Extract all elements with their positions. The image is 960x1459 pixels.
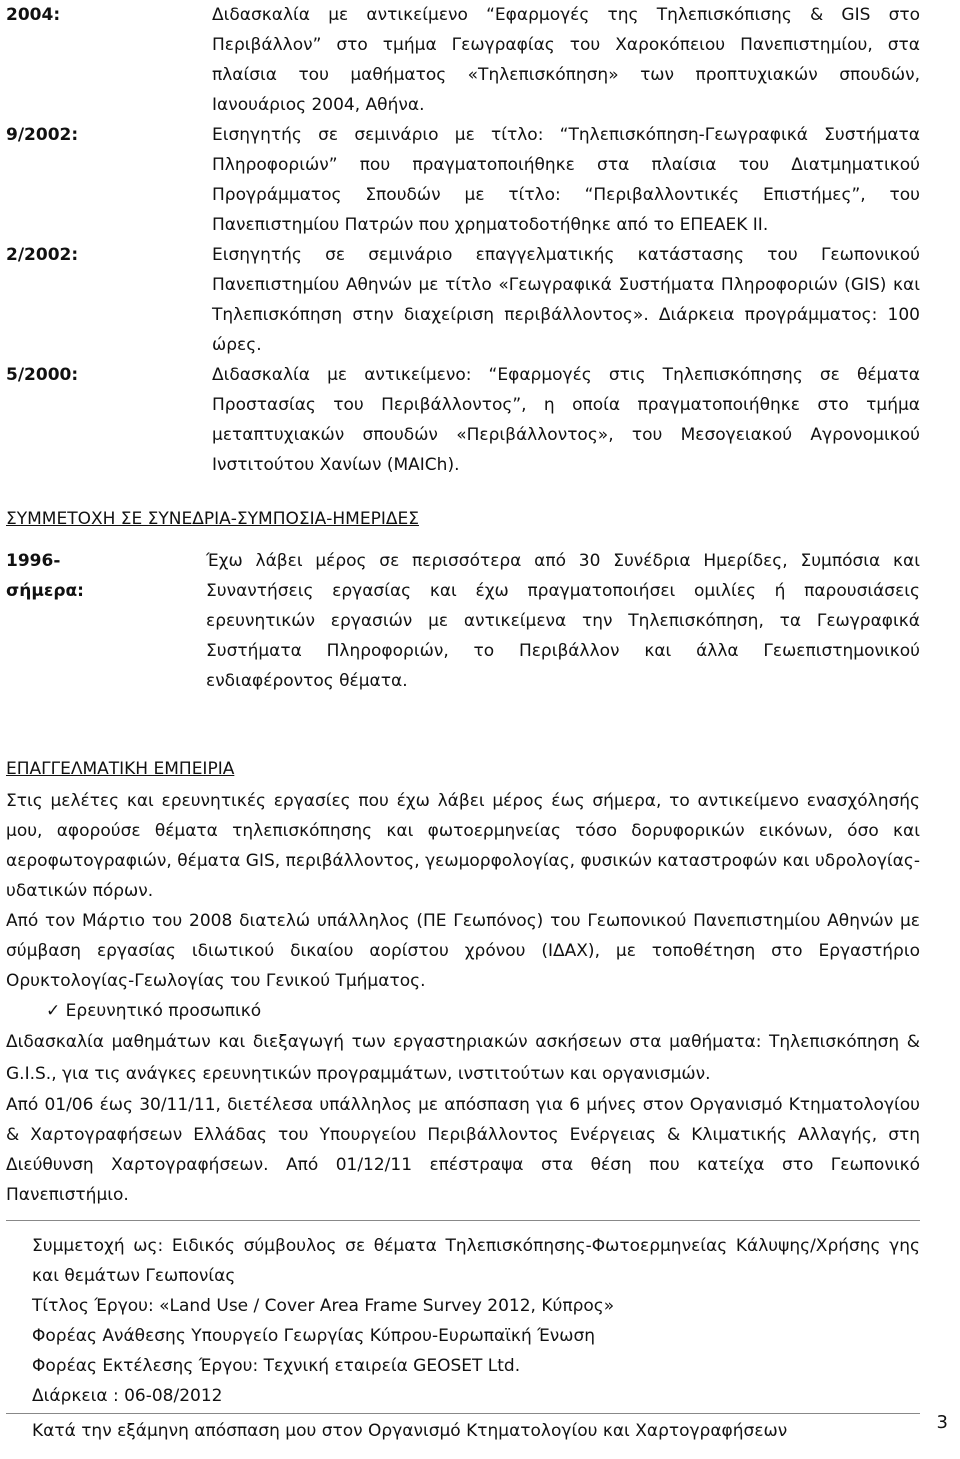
- entry-text: Εισηγητής σε σεμινάριο επαγγελματικής κατάστασης του Γεωπονικού Πανεπιστημίου Αθηνών με τίτλο «Γεωγραφικά Συστήματα Πληροφοριών (GIS) και Τηλεπισκόπηση στην διαχείριση περιβάλλοντος». Διάρκεια προγράμματος: 100 ώρες.: [212, 245, 920, 355]
- secondment-paragraph: Από 01/06 έως 30/11/11, διετέλεσα υπάλληλος με απόσπαση για 6 μήνες στον Οργανισμό Κτηματολογίου & Χαρτογραφήσεων Ελλάδας του Υπουργείου Περιβάλλοντος Ενέργειας & Κλιματικής Αλλαγής, στη Διεύθυνση Χαρτογραφήσεων. Από 01/12/11 επέστραψα στα θέση που κατείχα στο Γεωπονικό Πανεπιστήμιο.: [6, 1095, 920, 1205]
- entry-date: 2/2002:: [6, 245, 79, 265]
- project-contractor: Φορέας Εκτέλεσης Έργου: Τεχνική εταιρεία GEOSET Ltd.: [32, 1356, 521, 1376]
- entry-date: 1996- σήμερα:: [6, 551, 84, 601]
- project-last-line: Κατά την εξάμηνη απόσπαση μου στον Οργανισμό Κτηματολογίου και Χαρτογραφήσεων: [32, 1421, 788, 1441]
- entry-text: Εισηγητής σε σεμινάριο με τίτλο: “Τηλεπισκόπηση-Γεωγραφικά Συστήματα Πληροφοριών” που πραγματοποιήθηκε στα πλαίσια του Διατμηματικού Προγράμματος Σπουδών με τίτλο: “Περιβαλλοντικές Επιστήμες”, του Πανεπιστημίου Πατρών που χρηματοδοτήθηκε από το ΕΠΕΑΕΚ ΙΙ.: [212, 125, 920, 235]
- seminar-entry: [6, 240, 920, 360]
- experience-paragraph: Στις μελέτες και ερευνητικές εργασίες που έχω λάβει μέρος έως σήμερα, το αντικείμενο ενασχόλησής μου, αφορούσε θέματα τηλεπισκόπησης και φωτοερμηνείας τόσο δορυφορικών εικόνων, όσο και αεροφωτογραφιών, θέματα GIS, περιβάλλοντος, γεωμορφολογίας, φυσικών καταστροφών και υδρολογίας-υδατικών πόρων.: [6, 791, 920, 901]
- entry-text: Έχω λάβει μέρος σε περισσότερα από 30 Συνέδρια Ημερίδες, Συμπόσια και Συναντήσεις εργασίας και έχω πραγματοποιήσει ομιλίες ή παρουσιάσεις ερευνητικών εργασιών με αντικείμενα την Τηλεπισκόπηση, τα Γεωγραφικά Συστήματα Πληροφοριών, το Περιβάλλον και άλλα Γεωεπιστημονικού ενδιαφέροντος θέματα.: [206, 551, 920, 691]
- entry-text: Διδασκαλία με αντικείμενο: “Εφαρμογές στις Τηλεπισκόπησης σε θέματα Προστασίας του Περιβάλλοντος”, η οποία πραγματοποιήθηκε στο τμήμα μεταπτυχιακών σπουδών «Περιβάλλοντος», του Μεσογειακού Αγρονομικού Ινστιτούτου Χανίων (MAICh).: [212, 365, 920, 475]
- conference-entry: [6, 546, 920, 696]
- page-number: 3: [936, 1412, 948, 1433]
- divider: [6, 1413, 920, 1414]
- project-client: Φορέας Ανάθεσης Υπουργείο Γεωργίας Κύπρου-Ευρωπαϊκή Ένωση: [32, 1326, 596, 1346]
- check-icon: ✓: [46, 1001, 61, 1021]
- project-title: Τίτλος Έργου: «Land Use / Cover Area Frame Survey 2012, Κύπρος»: [32, 1296, 615, 1316]
- experience-paragraph: Από τον Μάρτιο του 2008 διατελώ υπάλληλος (ΠΕ Γεωπόνος) του Γεωπονικού Πανεπιστημίου Αθηνών με σύμβαση εργασίας ιδιωτικού δικαίου αορίστου χρόνου (ΙΔΑΧ), με τοποθέτηση στο Εργαστήριο Ορυκτολογίας-Γεωλογίας του Γενικού Τμήματος.: [6, 911, 920, 991]
- seminar-entry: [6, 0, 920, 120]
- project-role: Συμμετοχή ως: Ειδικός σύμβουλος σε θέματα Τηλεπισκόπησης-Φωτοερμηνείας Κάλυψης/Χρήσης γης και θεμάτων Γεωπονίας: [32, 1236, 920, 1286]
- experience-heading: ΕΠΑΓΓΕΛΜΑΤΙΚΗ ΕΜΠΕΙΡΙΑ: [6, 759, 235, 779]
- entry-text: Διδασκαλία με αντικείμενο “Εφαρμογές της Τηλεπισκόπισης & GIS στο Περιβάλλον” στο τμήμα Γεωγραφίας του Χαροκόπειου Πανεπιστημίου, στα πλαίσια του μαθήματος «Τηλεπισκόπηση» των προπτυχιακών σπουδών, Ιανουάριος 2004, Αθήνα.: [212, 5, 920, 115]
- check-item: [6, 996, 920, 1026]
- seminar-entry: [6, 120, 920, 240]
- entry-date: 9/2002:: [6, 125, 79, 145]
- seminar-entry: [6, 360, 920, 480]
- conferences-heading: ΣΥΜΜΕΤΟΧΗ ΣΕ ΣΥΝΕΔΡΙΑ-ΣΥΜΠΟΣΙΑ-ΗΜΕΡΙΔΕΣ: [6, 509, 419, 529]
- project-block: [6, 1231, 920, 1411]
- document-page: [6, 0, 920, 1446]
- teaching-paragraph: Διδασκαλία μαθημάτων και διεξαγωγή των εργαστηριακών ασκήσεων στα μαθήματα: Τηλεπισκόπηση & G.I.S., για τις ανάγκες ερευνητικών προγραμμάτων, ινστιτούτων και οργανισμών.: [6, 1032, 920, 1084]
- divider: [6, 1220, 920, 1221]
- entry-date: 2004:: [6, 5, 61, 25]
- entry-date: 5/2000:: [6, 365, 79, 385]
- check-item-label: Ερευνητικό προσωπικό: [65, 1001, 262, 1021]
- project-duration: Διάρκεια : 06-08/2012: [32, 1386, 223, 1406]
